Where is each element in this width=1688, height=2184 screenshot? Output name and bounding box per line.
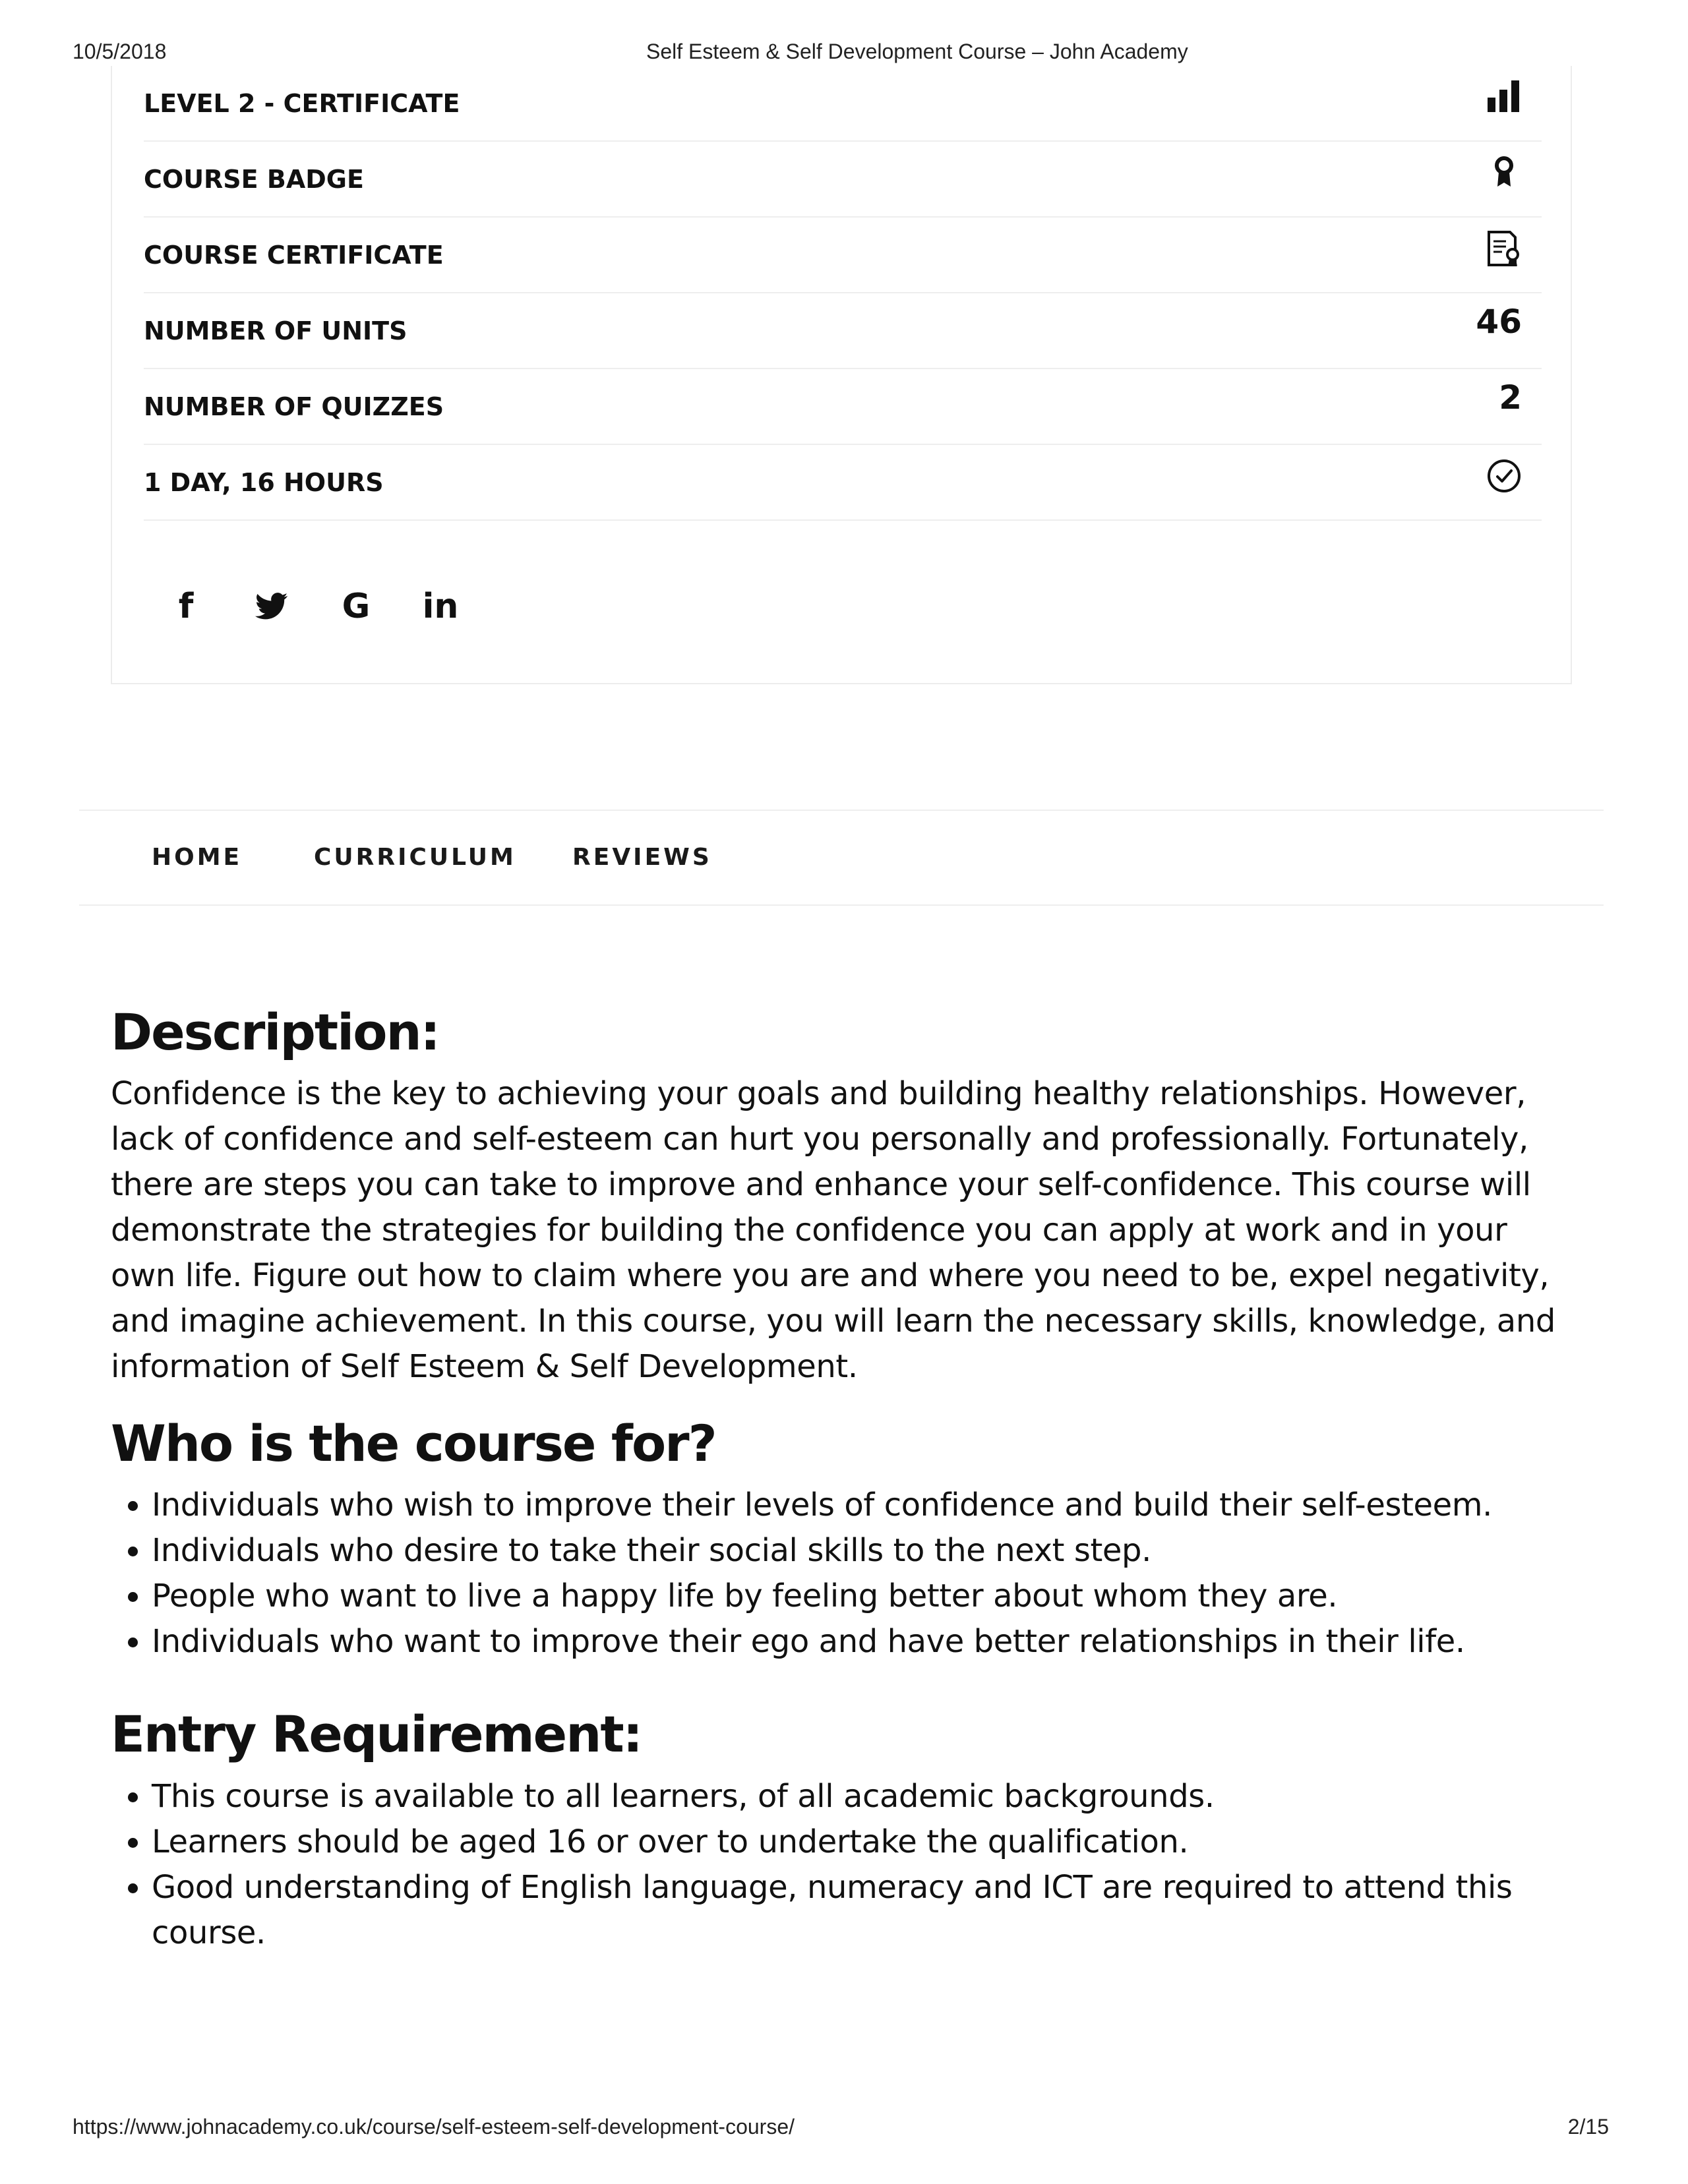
google-icon[interactable]: G (342, 587, 371, 626)
info-row-label: NUMBER OF UNITS (144, 316, 407, 345)
clock-check-icon (1484, 456, 1524, 496)
info-row-label: NUMBER OF QUIZZES (144, 392, 444, 421)
print-date: 10/5/2018 (73, 40, 167, 63)
print-header (73, 40, 1609, 66)
list-item: • People who want to live a happy life by feeling better about whom they are. (152, 1574, 1575, 1619)
print-title: Self Esteem & Self Development Course – John Academy (646, 40, 1188, 63)
info-row-duration (144, 445, 1542, 521)
info-row-label: 1 DAY, 16 HOURS (144, 467, 384, 497)
units-count: 46 (1476, 303, 1522, 341)
list-item: • This course is available to all learners, of all academic backgrounds. (152, 1774, 1575, 1819)
entry-list (111, 1774, 1575, 1956)
list-item: • Good understanding of English language, numeracy and ICT are required to attend this course. (152, 1865, 1575, 1956)
list-item: • Learners should be aged 16 or over to undertake the qualification. (152, 1819, 1575, 1865)
course-tabs (79, 810, 1604, 906)
tab-curriculum[interactable]: CURRICULUM (314, 844, 516, 871)
info-row-badge (144, 142, 1542, 218)
info-row-certificate (144, 218, 1542, 293)
info-row-units (144, 293, 1542, 369)
bar-chart-icon (1484, 76, 1524, 117)
list-item: • Individuals who wish to improve their levels of confidence and build their self-esteem. (152, 1483, 1575, 1528)
page-url: https://www.johnacademy.co.uk/course/self-esteem-self-development-course/ (73, 2115, 795, 2139)
audience-list (111, 1483, 1575, 1665)
info-row-quizzes (144, 369, 1542, 445)
audience-heading: Who is the course for? (111, 1414, 716, 1473)
print-footer (73, 2115, 1609, 2141)
list-item: • Individuals who want to improve their ego and have better relationships in their life. (152, 1619, 1575, 1665)
tab-home[interactable]: HOME (152, 844, 243, 871)
entry-heading: Entry Requirement: (111, 1705, 642, 1764)
course-info-card (111, 66, 1572, 684)
certificate-icon (1484, 228, 1524, 269)
quizzes-count: 2 (1499, 378, 1522, 417)
course-content (111, 1002, 1575, 1956)
page-number: 2/15 (1567, 2115, 1609, 2139)
facebook-icon[interactable]: f (178, 587, 194, 626)
info-row-label: COURSE BADGE (144, 164, 364, 194)
tab-reviews[interactable]: REVIEWS (572, 844, 712, 871)
info-row-level (144, 66, 1542, 142)
list-item: • Individuals who desire to take their social skills to the next step. (152, 1528, 1575, 1574)
description-text: Confidence is the key to achieving your goals and building healthy relationships. However, lack of confidence and self-esteem can hurt you personally and professionally. Fortunately, there are steps you can take to improve and enhance your self-confidence. This course will demonstrate the strategies for building the confidence you can apply at work and in your own life. Figure out how to claim where you are and where you need to be, expel negativity, and imagine achievement. In this course, you will learn the necessary skills, knowledge, and information of Self Esteem & Self Development. (111, 1075, 1555, 1386)
description-heading: Description: (111, 1003, 439, 1061)
linkedin-icon[interactable]: in (422, 587, 459, 626)
info-row-label: COURSE CERTIFICATE (144, 240, 444, 270)
twitter-bird-icon (255, 592, 288, 621)
badge-icon (1484, 152, 1524, 193)
info-row-label: LEVEL 2 - CERTIFICATE (144, 88, 460, 118)
twitter-icon[interactable] (245, 580, 298, 633)
social-share (160, 580, 555, 633)
